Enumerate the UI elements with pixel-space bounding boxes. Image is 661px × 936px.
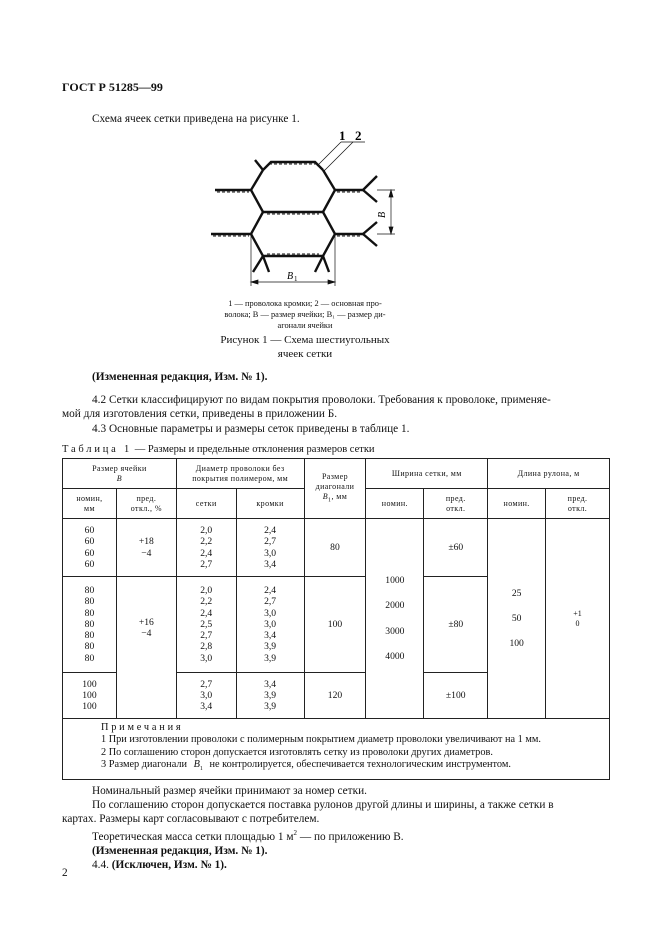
mass-line: Теоретическая масса сетки площадью 1 $м^2$ — по приложению В. [92,829,404,843]
diagonal-cell: 80 [304,519,366,577]
mesh-wire-cell: 2,0 2,2 2,4 2,7 [176,519,236,577]
callout-1: 1 [339,128,346,143]
width-tolerance-cell: ±100 [424,673,488,719]
header-length-tolerance: пред. откл. [546,489,610,519]
table-notes [63,719,610,780]
mesh-cell-diagram [205,128,405,293]
parameters-table [62,458,610,780]
label-b1-sub: 1 [294,275,298,283]
paragraph-line: 4.2 Сетки классифицируют по видам покрытия проволоки. Требования к проволоке, применяе- [92,394,551,406]
intro-text: Схема ячеек сетки приведена на рисунке 1. [92,113,300,125]
revision-note-2: (Измененная редакция, Изм. № 1). [92,844,268,857]
note-line: 3 Размер диагонали $В_1$ не контролируется, обеспечивается технологическим инструментом. [101,758,511,772]
header-wire-diameter: Диаметр проволоки без покрытия полимером, мм [176,459,304,489]
edge-wire-cell: 2,4 2,7 3,0 3,0 3,4 3,9 3,9 [236,577,304,673]
tolerance-cell: +16 −4 [116,577,176,719]
paragraph-line: По соглашению сторон допускается поставка рулонов другой длины и ширины, а также сетки в [92,799,554,811]
right-upper-wire [323,170,335,212]
paragraph-line: мой для изготовления сетки, приведены в приложении Б. [62,408,338,420]
revision-note-1: (Измененная редакция, Изм. № 1). [92,371,268,383]
label-b1: В [287,271,294,282]
paragraph-4-3: 4.3 Основные параметры и размеры сеток приведены в таблице 1. [92,423,410,435]
header-tolerance-pct: пред. откл., % [116,489,176,519]
figure-title-line: ячеек сетки [277,348,333,360]
note-line: 1 При изготовлении проволоки с полимерным покрытием диаметр проволоки увеличивают на 1 мм. [101,734,541,746]
top-twist-wire [263,162,323,170]
header-nominal-mm: номин, мм [63,489,117,519]
diagonal-cell: 100 [304,577,366,673]
callout-2: 2 [355,128,362,143]
edge-wire-cell: 2,4 2,7 3,0 3,4 [236,519,304,577]
paragraph-4-2 [62,393,610,421]
legend-line: волока; В — размер ячейки; В₁ — размер ди- [224,310,386,319]
header-roll-length: Длина рулона, м [488,459,610,489]
length-tolerance-cell: +1 0 [546,519,610,719]
paragraph-line: картах. Размеры карт согласовывают с потребителем. [62,813,320,825]
edge-wire-cell: 3,4 3,9 3,9 [236,673,304,719]
excluded-line: 4.4. (Исключен, Изм. № 1). [92,858,227,871]
document-header: ГОСТ Р 51285—99 [62,80,163,94]
table-caption [62,444,375,455]
figure-title-line: Рисунок 1 — Схема шестиугольных [220,334,390,346]
table-caption-text: — Размеры и предельные отклонения размеров сетки [132,444,375,455]
label-b: В [377,211,388,218]
width-tolerance-cell: ±60 [424,519,488,577]
header-width-tolerance: пред. откл. [424,489,488,519]
tolerance-cell: +18 −4 [116,519,176,577]
left-upper-wire [251,170,263,212]
sizes-cell: 80 80 80 80 80 80 80 [63,577,117,673]
legend-line: агонали ячейки [277,321,333,330]
mesh-wire-cell: 2,7 3,0 3,4 [176,673,236,719]
header-width-nominal: номин. [366,489,424,519]
header-edge-wire: кромки [236,489,304,519]
sizes-cell: 60 60 60 60 [63,519,117,577]
diagonal-cell: 120 [304,673,366,719]
header-length-nominal: номин. [488,489,546,519]
width-nominal-cell: 1000 2000 3000 4000 [366,519,424,719]
paragraph-line: Номинальный размер ячейки принимают за номер сетки. [92,785,367,797]
length-nominal-cell: 25 50 100 [488,519,546,719]
legend-line: 1 — проволока кромки; 2 — основная про- [228,299,382,308]
after-table-text [62,784,610,872]
table-row [63,519,610,577]
figure-legend [200,298,410,331]
header-cell-size: Размер ячейки В [63,459,177,489]
header-mesh-width: Ширина сетки, мм [366,459,488,489]
header-mesh-wire: сетки [176,489,236,519]
sizes-cell: 100 100 100 [63,673,117,719]
page-number: 2 [62,867,68,879]
mesh-wire-cell: 2,0 2,2 2,4 2,5 2,7 2,8 3,0 [176,577,236,673]
width-tolerance-cell: ±80 [424,577,488,673]
table-caption-prefix: Таблица 1 [62,444,133,455]
figure-title [200,333,410,361]
note-line: 2 По соглашению сторон допускается изготовлять сетку из проволоки других диаметров. [101,746,493,758]
header-diagonal-size: Размер диагонали $В_1$, мм [304,459,366,519]
notes-title: Примечания [101,722,184,733]
